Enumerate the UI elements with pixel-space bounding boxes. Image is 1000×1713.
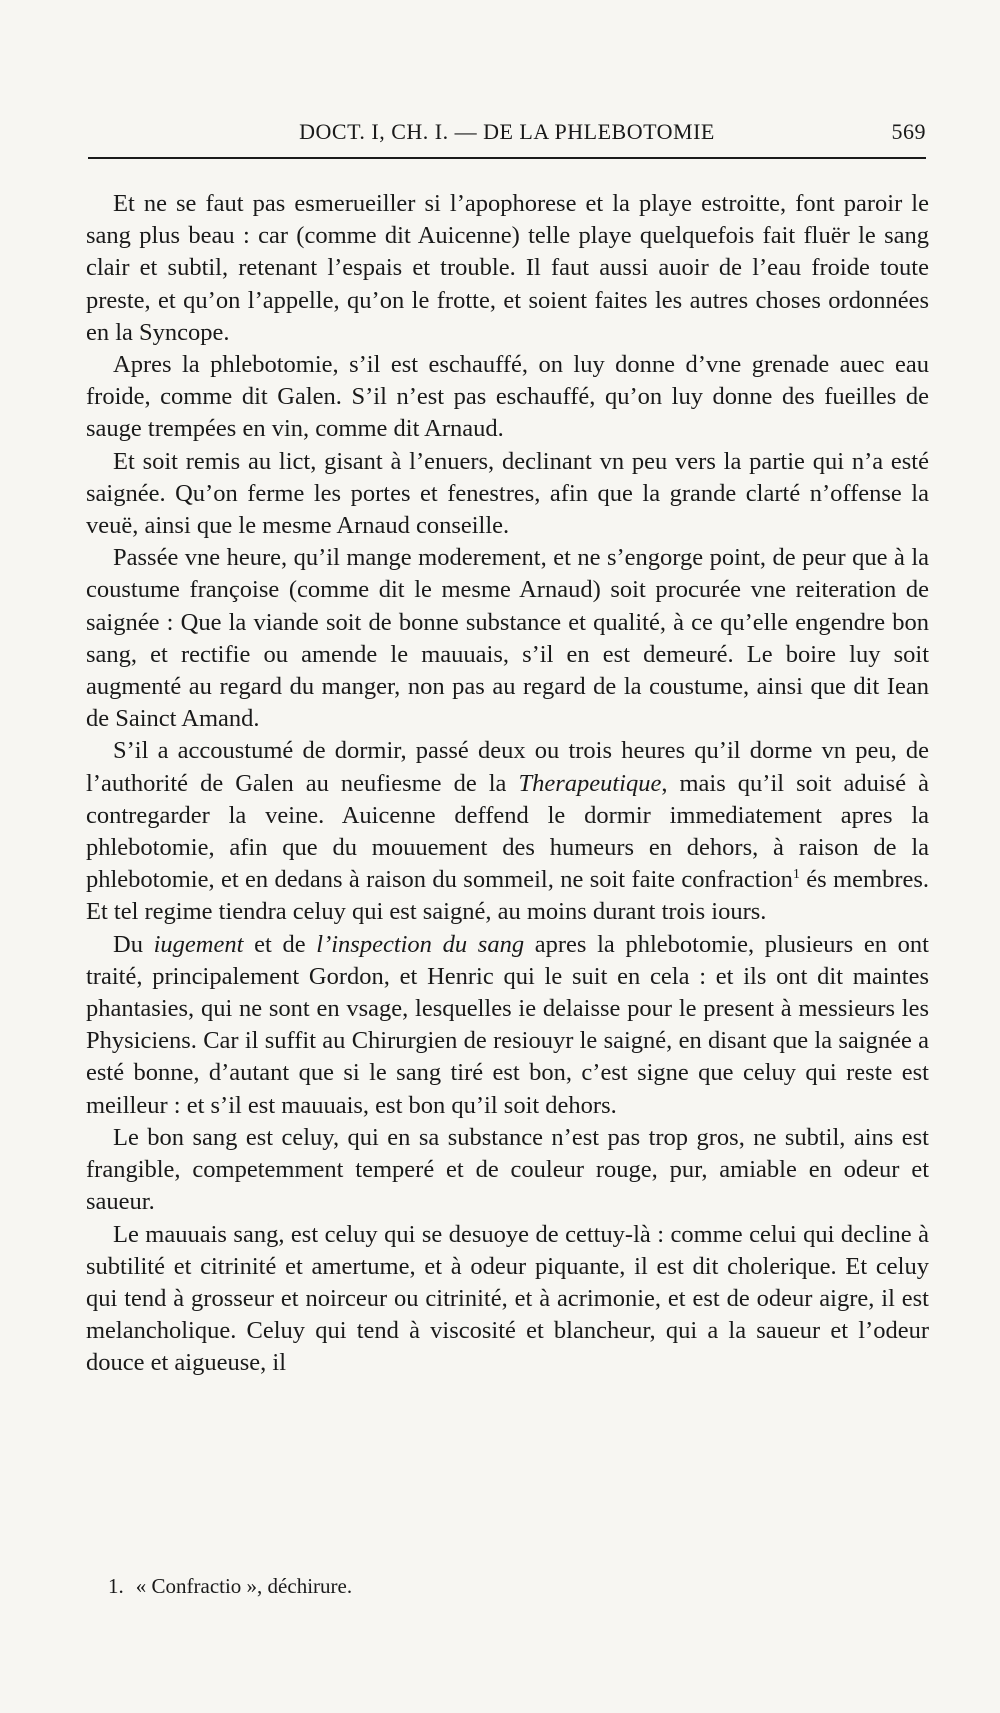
paragraph: Apres la phlebotomie, s’il est eschauffé, on luy donne d’vne grenade auec eau froide, comme dit Galen. S’il n’est pas eschauffé, qu’on luy donne des fueilles de sauge trempées en vin, comme dit Arnaud. (86, 351, 929, 443)
paragraph: Et ne se faut pas esmerueiller si l’apophorese et la playe estroitte, font paroir le sang plus beau : car (comme dit Auicenne) telle playe quelquefois fait fluër le sang clair et subtil, retenant l’espais et trouble. Il faut aussi auoir de l’eau froide toute preste, et qu’on l’appelle, qu’on le frotte, et soient faites les autres choses ordonnées en la Syncope. (86, 190, 929, 346)
paragraph (86, 735, 929, 928)
paragraph-text: apres la phlebotomie, plusieurs en ont traité, principalement Gordon, et Henric qui le suit en cela : et ils ont dit maintes phantasies, qui ne sont en vsage, lesquelles ie delaisse pour le present à messieurs les Physiciens. Car il suffit au Chirurgien de resiouyr le saigné, en disant que la saignée a esté bonne, d’autant que si le sang tiré est bon, c’est signe que celuy qui reste est meilleur : et s’il est mauuais, est bon qu’il soit dehors. (86, 930, 929, 1119)
italic-term: iugement (153, 930, 244, 958)
footnote-marker: 1. (108, 1574, 124, 1598)
paragraph-text: Du (113, 930, 154, 958)
header-rule (88, 157, 926, 159)
italic-term: l’inspection du sang (316, 930, 525, 958)
running-title: DOCT. I, CH. I. — DE LA PHLEBOTOMIE (299, 119, 715, 144)
paragraph (86, 929, 929, 1122)
italic-title: Therapeutique (518, 769, 662, 797)
footnote-text: « Confractio », déchirure. (135, 1574, 353, 1598)
paragraph-text: és membres. Et tel regime tiendra celuy qui est saigné, au moins durant trois iours. (86, 866, 930, 926)
paragraph: Le bon sang est celuy, qui en sa substance n’est pas trop gros, ne subtil, ains est frangible, competemment temperé et de couleur rouge, pur, amiable en odeur et saueur. (86, 1123, 929, 1216)
paragraph: Passée vne heure, qu’il mange moderement, et ne s’engorge point, de peur que à la coustume françoise (comme dit le mesme Arnaud) soit procurée vne reiteration de saignée : Que la viande soit de bonne substance et qualité, à ce qu’elle engendre bon sang, et rectifie ou amende le mauuais, s’il en est demeuré. Le boire luy soit augmenté au regard du manger, non pas au regard de la coustume, ainsi que dit Iean de Sainct Amand. (86, 544, 929, 733)
footnote (108, 1572, 352, 1600)
body-text (86, 188, 929, 1380)
page-number: 569 (891, 119, 926, 144)
footnote-reference[interactable]: 1 (792, 867, 800, 883)
paragraph-text: S’il a accoustumé de dormir, passé deux ou trois heures qu’il dorme vn peu, de l’authorité de Galen au neufiesme de la (86, 737, 929, 797)
paragraph-text: et de (243, 930, 317, 958)
running-head (88, 112, 926, 152)
paragraph: Le mauuais sang, est celuy qui se desuoye de cettuy-là : comme celui qui decline à subtilité et citrinité et amertume, et à odeur piquante, il est dit cholerique. Et celuy qui tend à grosseur et noirceur ou citrinité, et à acrimonie, et est de odeur aigre, il est melancholique. Celuy qui tend à viscosité et blancheur, qui a la saueur et l’odeur douce et aigueuse, il (86, 1220, 929, 1377)
paragraph-text: , mais qu’il soit aduisé à contregarder la veine. Auicenne deffend le dormir immediatement apres la phlebotomie, afin que du mouuement des humeurs en dehors, à raison de la phlebotomie, et en dedans à raison du sommeil, ne soit faite confraction (86, 769, 929, 894)
paragraph: Et soit remis au lict, gisant à l’enuers, declinant vn peu vers la partie qui n’a esté saignée. Qu’on ferme les portes et fenestres, afin que la grande clarté n’offense la veuë, ainsi que le mesme Arnaud conseille. (86, 447, 929, 540)
